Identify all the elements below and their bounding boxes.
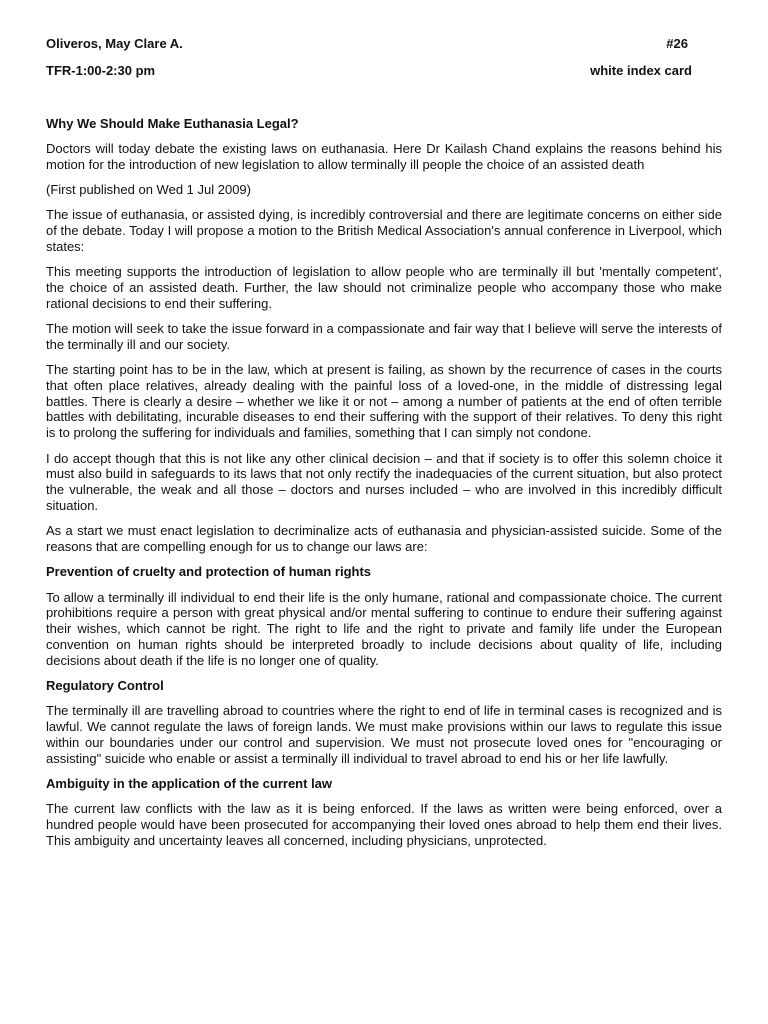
student-number: #26 (666, 36, 688, 51)
published-date: (First published on Wed 1 Jul 2009) (46, 181, 251, 197)
document-title: Why We Should Make Euthanasia Legal? (46, 116, 299, 131)
student-name: Oliveros, May Clare A. (46, 36, 183, 51)
paragraph: This meeting supports the introduction of legislation to allow people who are terminally ill but 'mentally competent', the choice of an assisted death. Further, the law should not criminalize people who accompany those who make rational decisions to end their suffering. (46, 264, 722, 311)
paragraph: I do accept though that this is not like any other clinical decision – and that if society is to offer this solemn choice it must also build in safeguards to its laws that not only rectify the inadequacies of the current situation, but also protect the vulnerable, the weak and all those – doctors and nurses included – who are involved in this incredibly difficult situation. (46, 450, 722, 513)
document-body (46, 116, 722, 858)
section-heading: Ambiguity in the application of the current law (46, 776, 333, 792)
header-row-2 (46, 63, 692, 79)
paragraph: The current law conflicts with the law as it is being enforced. If the laws as written were being enforced, over a hundred people would have been prosecuted for accompanying their loved ones abroad to help them end their lives. This ambiguity and uncertainty leaves all concerned, including physicians, unprotected. (46, 801, 722, 848)
header-row-1 (46, 36, 692, 52)
class-schedule: TFR-1:00-2:30 pm (46, 63, 156, 78)
section-heading: Prevention of cruelty and protection of human rights (46, 564, 372, 580)
paragraph: The issue of euthanasia, or assisted dying, is incredibly controversial and there are legitimate concerns on either side of the debate. Today I will propose a motion to the British Medical Association's annual conference in Liverpool, which states: (46, 207, 722, 254)
card-label: white index card (590, 63, 692, 78)
intro-paragraph: Doctors will today debate the existing laws on euthanasia. Here Dr Kailash Chand explains the reasons behind his motion for the introduction of new legislation to allow terminally ill people the choice of an assisted death (46, 140, 722, 172)
paragraph: As a start we must enact legislation to decriminalize acts of euthanasia and physician-assisted suicide. Some of the reasons that are compelling enough for us to change our laws are: (46, 523, 722, 555)
paragraph: To allow a terminally ill individual to end their life is the only humane, rational and compassionate choice. The current prohibitions require a person with great physical and/or mental suffering to continue to endure their suffering against their wishes, which cannot be right. The right to life and the right to private and family life under the European convention on human rights should be interpreted broadly to include decisions about quality of life, including decisions about death if the life is no longer one of quality. (46, 589, 722, 668)
section-heading: Regulatory Control (46, 678, 164, 694)
paragraph: The motion will seek to take the issue forward in a compassionate and fair way that I believe will serve the interests of the terminally ill and our society. (46, 320, 722, 352)
paragraph: The terminally ill are travelling abroad to countries where the right to end of life in terminal cases is recognized and is lawful. We cannot regulate the laws of foreign lands. We must make provisions within our laws to regulate this issue within our boundaries under our control and supervision. We must not prosecute loved ones for "encouraging or assisting" suicide who enable or assist a terminally ill individual to travel abroad to end his or her life lawfully. (46, 703, 722, 766)
paragraph: The starting point has to be in the law, which at present is failing, as shown by the recurrence of cases in the courts that often place relatives, already dealing with the painful loss of a loved-one, in the middle of distressing legal battles. There is clearly a desire – whether we like it or not – among a number of patients at the end of often terrible battles with debilitating, incurable diseases to end their suffering with the support of their relatives. To deny this right is to prolong the suffering for individuals and families, something that I can simply not condone. (46, 362, 722, 441)
